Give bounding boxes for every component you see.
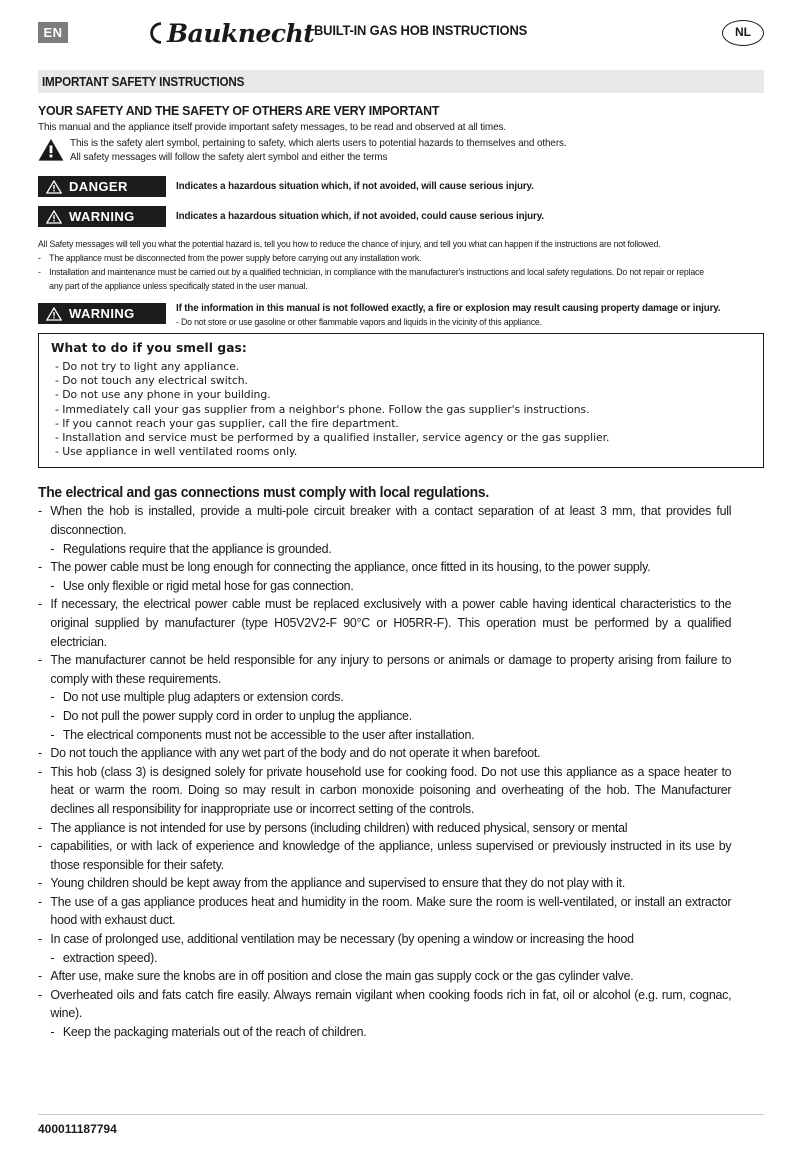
list-dash: -	[38, 986, 42, 1002]
list-item-text: Do not touch the appliance with any wet part of the body and do not operate it when barefoot.	[50, 745, 541, 761]
list-item-text: Young children should be kept away from the appliance and supervised to ensure that they do not play with it.	[50, 875, 626, 891]
intro-heading: YOUR SAFETY AND THE SAFETY OF OTHERS ARE VERY IMPORTANT	[38, 103, 440, 118]
list-dash: -	[38, 931, 42, 947]
safety-alert-text-2: All safety messages will follow the safety alert symbol and either the terms	[70, 151, 388, 163]
list-item-text: This hob (class 3) is designed solely for private household use for cooking food. Do not use this appliance as a space heater to heat or warm the room. Doing so may result in carbon monoxide poisoning and overheating of the hob. The Manufacturer declines all responsibility for inappropriate use or incorrect setting of the controls.	[50, 763, 732, 816]
safety-alert-text-1: This is the safety alert symbol, pertaining to safety, which alerts users to potential hazards to themselves and others.	[70, 138, 567, 149]
footer-divider	[38, 1114, 764, 1115]
list-item-text: Use only flexible or rigid metal hose for gas connection.	[62, 577, 354, 593]
smell-gas-item: - If you cannot reach your gas supplier, call the fire department.	[55, 416, 399, 430]
list-item-text: Regulations require that the appliance is grounded.	[62, 540, 332, 556]
smell-gas-item: - Do not use any phone in your building.	[55, 388, 271, 402]
list-item-text: The appliance is not intended for use by persons (including children) with reduced physical, sensory or mental	[50, 819, 628, 835]
list-dash: -	[38, 596, 42, 612]
list-item	[38, 819, 731, 838]
safety-notes-lead: All Safety messages will tell you what the potential hazard is, tell you how to reduce the chance of injury, and tell you what can happen if the instructions are not followed.	[38, 238, 661, 249]
danger-description: Indicates a hazardous situation which, if not avoided, will cause serious injury.	[176, 181, 534, 192]
list-item-text: capabilities, or with lack of experience and knowledge of the appliance, unless supervised or previously instructed in its use by those responsible for their safety.	[50, 838, 732, 872]
footer-document-code: 400011187794	[38, 1122, 117, 1136]
document-footer	[38, 1114, 764, 1136]
danger-tag	[38, 176, 166, 197]
brand-name: Bauknecht	[167, 18, 315, 48]
smell-gas-item: - Use appliance in well ventilated rooms only.	[55, 445, 298, 459]
list-item	[38, 726, 731, 745]
list-item-text: Do not pull the power supply cord in order to unplug the appliance.	[62, 707, 412, 723]
list-item	[38, 558, 731, 577]
list-dash: -	[38, 968, 42, 984]
list-item-text: In case of prolonged use, additional ventilation may be necessary (by opening a window or increasing the hood	[50, 931, 634, 947]
section-header-label: IMPORTANT SAFETY INSTRUCTIONS	[42, 74, 245, 89]
list-item	[38, 930, 731, 949]
list-item-text: Overheated oils and fats catch fire easily. Always remain vigilant when cooking foods rich in fat, oil or alcohol (e.g. rum, cognac, wine).	[50, 986, 732, 1021]
main-body-heading: The electrical and gas connections must comply with local regulations.	[38, 485, 489, 502]
warning-triangle-icon	[46, 180, 62, 194]
smell-gas-item: - Do not touch any electrical switch.	[55, 374, 248, 388]
list-dash: -	[50, 540, 55, 556]
list-dash: -	[38, 819, 42, 835]
list-item-text: Keep the packaging materials out of the reach of children.	[62, 1024, 367, 1040]
list-item	[38, 986, 731, 1023]
list-item	[38, 577, 731, 596]
smell-gas-item: - Do not try to light any appliance.	[55, 360, 240, 373]
list-item-text: The manufacturer cannot be held responsible for any injury to persons or animals or damage to property arising from failure to comply with these requirements.	[50, 652, 732, 686]
list-item	[38, 967, 731, 986]
list-item	[38, 595, 731, 651]
list-dash: -	[38, 266, 41, 277]
list-dash: -	[38, 503, 42, 519]
list-item-text: After use, make sure the knobs are in off position and close the main gas supply cock or the gas cylinder valve.	[50, 968, 634, 984]
list-item-text: When the hob is installed, provide a multi-pole circuit breaker with a contact separation of at least 3 mm, that provides full disconnection.	[50, 503, 732, 538]
document-header	[38, 16, 764, 64]
list-item	[38, 651, 731, 688]
list-item	[38, 837, 731, 874]
safety-alert-triangle-icon	[38, 138, 64, 167]
list-item-text: The power cable must be long enough for connecting the appliance, once fitted in its housing, to the power supply.	[50, 559, 651, 575]
smell-gas-item: - Immediately call your gas supplier from a neighbor's phone. Follow the gas supplier's instructions.	[55, 402, 590, 416]
list-item	[38, 874, 731, 893]
list-item	[38, 502, 731, 539]
warning-tag	[38, 303, 166, 324]
safety-note-item	[38, 251, 713, 265]
warning-fire-line-1: If the information in this manual is not followed exactly, a fire or explosion may result causing property damage or injury.	[176, 303, 721, 314]
warning-banner	[38, 206, 764, 227]
list-dash: -	[50, 726, 55, 742]
language-badge-nl: NL	[722, 20, 764, 46]
smell-gas-box	[38, 333, 764, 468]
list-item	[38, 744, 731, 763]
warning-fire-explosion-block	[38, 303, 764, 327]
list-dash: -	[50, 689, 55, 705]
list-dash: -	[38, 875, 42, 891]
list-dash: -	[38, 745, 42, 761]
list-item	[38, 763, 731, 819]
list-item-text: If necessary, the electrical power cable must be replaced exclusively with a power cable having identical characteristics to the original supplied by manufacturer (type H05V2V2-F 90°C or H05RR-F). This operation must be performed by a qualified electrician.	[50, 596, 732, 649]
list-dash: -	[38, 838, 42, 854]
safety-note-text: Installation and maintenance must be carried out by a qualified technician, in compliance with the manufacturer's instructions and local safety regulations. Do not repair or replace any part of the appliance unless specifically stated in the user manual.	[49, 266, 704, 291]
page-title: BUILT-IN GAS HOB INSTRUCTIONS	[314, 23, 528, 38]
list-item	[38, 688, 731, 707]
safety-note-item	[38, 265, 713, 293]
list-dash: -	[38, 893, 42, 909]
smell-gas-heading: What to do if you smell gas:	[51, 341, 247, 355]
warning-triangle-icon	[46, 210, 62, 224]
warning-tag	[38, 206, 166, 227]
list-item	[38, 893, 731, 930]
section-header-bar	[38, 70, 764, 93]
list-item-text: The use of a gas appliance produces heat and humidity in the room. Make sure the room is well-ventilated, or install an extractor hood with exhaust duct.	[50, 893, 732, 928]
list-dash: -	[50, 707, 55, 723]
list-dash: -	[38, 252, 41, 263]
warning-description: Indicates a hazardous situation which, if not avoided, could cause serious injury.	[176, 211, 545, 222]
list-dash: -	[38, 559, 42, 575]
safety-alert-row	[38, 137, 764, 167]
danger-label: DANGER	[69, 179, 128, 194]
warning-label: WARNING	[69, 209, 135, 224]
list-dash: -	[50, 949, 55, 965]
main-body-list	[38, 502, 764, 1041]
warning-fire-line-2: - Do not store or use gasoline or other flammable vapors and liquids in the vicinity of this appliance.	[176, 317, 542, 327]
language-badge-en: EN	[38, 22, 68, 43]
intro-paragraph: This manual and the appliance itself provide important safety messages, to be read and observed at all times.	[38, 121, 506, 133]
brand-logo	[148, 16, 314, 50]
list-dash: -	[50, 577, 55, 593]
list-dash: -	[50, 1024, 55, 1040]
danger-banner	[38, 176, 764, 197]
smell-gas-item: - Installation and service must be performed by a qualified installer, service agency or the gas supplier.	[55, 431, 610, 445]
list-item-text: Do not use multiple plug adapters or extension cords.	[62, 689, 344, 705]
list-dash: -	[38, 652, 42, 668]
list-item-text: The electrical components must not be accessible to the user after installation.	[62, 726, 475, 742]
list-dash: -	[38, 763, 42, 779]
list-item	[38, 1023, 731, 1042]
safety-note-text: The appliance must be disconnected from the power supply before carrying out any installation work.	[49, 252, 422, 263]
list-item-text: extraction speed).	[62, 949, 158, 965]
document-page	[0, 16, 802, 1150]
list-item	[38, 707, 731, 726]
warning-triangle-icon	[46, 307, 62, 321]
warning-label: WARNING	[69, 306, 135, 321]
safety-notes-block	[38, 237, 764, 293]
list-item	[38, 540, 731, 559]
list-item	[38, 949, 731, 968]
